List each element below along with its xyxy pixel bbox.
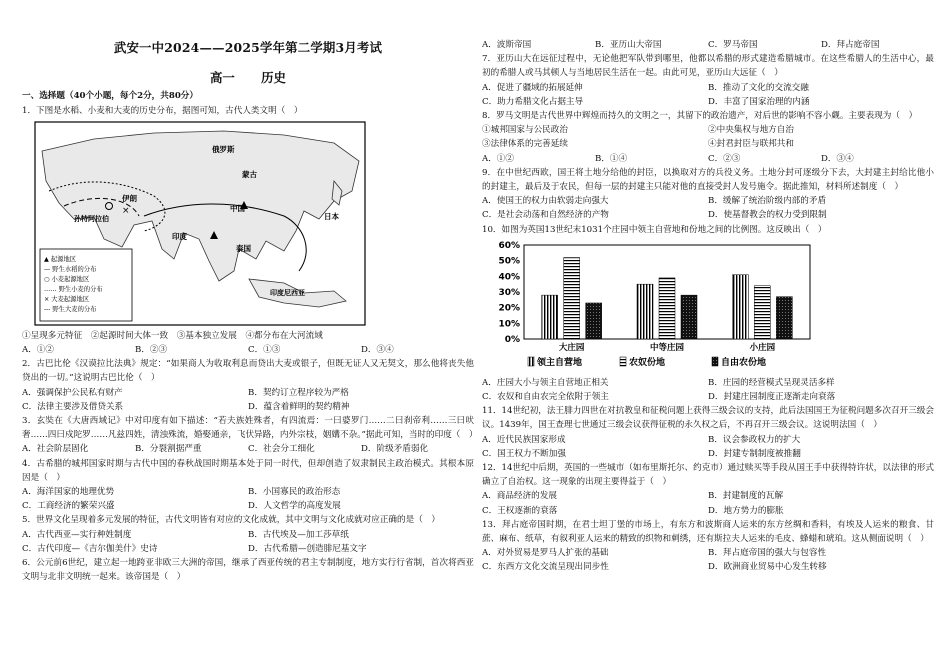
option-b[interactable]: B．古代埃及—加工莎草纸 [248, 529, 349, 540]
option-c[interactable]: C．罗马帝国 [708, 40, 758, 50]
y-tick-label: 10% [498, 319, 520, 330]
legend-label: 领主自营地 [537, 357, 583, 368]
question-12-stem: 12．14世纪中后期，英国的一些城市（如布里斯托尔、约克市）通过赎买等手段从国王手中获得特许状，以法律的形式确立了自治权。这一现象的出现主要得益于（ ） [482, 463, 934, 488]
chart-svg [490, 239, 820, 374]
map-label-india: 印度 [172, 231, 187, 241]
category-label: 小庄园 [749, 342, 776, 353]
y-tick-label: 40% [498, 272, 520, 283]
option-c[interactable]: C．助力希腊文化占据主导 [482, 96, 584, 107]
option-d[interactable]: D．封建庄园制度正逐渐走向衰落 [708, 392, 836, 403]
question-2-stem: 2．古巴比伦《汉谟拉比法典》规定：“如果商人为收取利息而贷出大麦或银子，但既无证人又无契文，那么他将丧失他贷出的一切。”这说明古巴比伦（ ） [22, 359, 474, 384]
legend-label: 自由农份地 [721, 357, 767, 368]
option-a[interactable]: A．古代西亚—实行种姓制度 [22, 529, 132, 540]
question-12-options-row-1 [482, 489, 934, 503]
question-9-options-row-2 [482, 208, 934, 222]
question-10-stem: 10．如图为英国13世纪末1031个庄园中领主自营地和份地之间的比例图。这反映出（ ） [482, 224, 827, 235]
left-column [22, 0, 478, 584]
chart-legend [528, 356, 766, 368]
option-c[interactable]: C．①③ [248, 345, 281, 356]
map-label-indonesia: 印度尼西亚 [270, 287, 305, 297]
question-7-options-row-1 [482, 81, 934, 95]
subject-label: 历史 [261, 70, 286, 86]
question-13-stem: 13．拜占庭帝国时期，在君士坦丁堡的市场上，有东方和波斯商人运来的东方丝绸和香料，有埃及人运来的粮食、甘蔗、麻布、纸草，有叙利亚人运来的精致的织物和刺绣，还有斯拉夫人运来的毛皮、蜂蜡和琥珀。这从侧面说明（ ） [482, 519, 934, 545]
question-8-options [482, 152, 934, 166]
y-tick-label: 30% [498, 287, 520, 298]
option-d[interactable]: D．拜占庭帝国 [821, 40, 880, 50]
option-a[interactable]: A．使国王的权力由软弱走向强大 [482, 196, 609, 207]
bar-小庄园-自由农份地 [776, 297, 792, 339]
question-7-options-row-2 [482, 95, 934, 109]
option-d[interactable]: D．使基督教会的权力受到限制 [708, 210, 827, 221]
grade-label: 高一 [210, 70, 235, 86]
question-11-options-row-1 [482, 433, 934, 447]
option-c[interactable]: C．是社会动荡和自然经济的产物 [482, 210, 609, 221]
option-d[interactable]: D．③④ [361, 345, 394, 356]
question-2-options-row-2 [22, 400, 474, 414]
option-b[interactable]: B．推动了文化的交流交融 [708, 82, 809, 93]
map-label-iran: 伊朗 [122, 193, 137, 203]
option-a[interactable]: A．近代民族国家形成 [482, 434, 566, 445]
category-label: 大庄园 [558, 342, 585, 353]
legend-swatch [620, 357, 626, 366]
option-b[interactable]: B．亚历山大帝国 [595, 40, 662, 50]
option-b[interactable]: B．契约订立程序较为严格 [248, 387, 349, 398]
question-8-statements-row-1 [482, 123, 934, 137]
question-3-stem: 3．玄奘在《大唐西域记》中对印度有如下描述：“若夫族姓殊者，有四流焉：一曰婆罗门……二曰刹帝利……三曰吠奢……四曰戍陀罗……凡兹四姓，清浊殊流，婚娶通亲，飞伏异路，内外宗枝，姻媾不杂。”据此可知，当时的印度（ ） [22, 416, 478, 441]
map-svg [34, 121, 366, 326]
option-d[interactable]: D．封建专制制度被推翻 [708, 448, 801, 459]
option-a[interactable]: A．对外贸易是罗马人扩张的基础 [482, 548, 609, 559]
map-legend-item: ○ 小麦起源地区 [44, 275, 90, 283]
option-a[interactable]: A．强调保护公民私有财产 [22, 387, 123, 398]
option-a[interactable]: A．海洋国家的地理优势 [22, 487, 115, 498]
map-label-saudi-arabia: 孙特阿拉伯 [74, 213, 109, 223]
bar-中等庄园-自由农份地 [681, 295, 697, 339]
option-a[interactable]: A．波斯帝国 [482, 40, 532, 50]
legend-swatch [528, 357, 534, 366]
question-8-stem: 8．罗马文明是古代世界中辉煌而持久的文明之一，其留下的政治遗产，对后世的影响不容小觑。主要表现为（ ） [482, 111, 918, 122]
question-13-options-row-1 [482, 546, 934, 560]
option-c[interactable]: C．东西方文化交流呈现出同步性 [482, 562, 609, 573]
option-c[interactable]: C．国王权力不断加强 [482, 448, 566, 459]
question-1-options [22, 343, 474, 357]
question-9-stem: 9．在中世纪西欧，国王将土地分给他的封臣，以换取对方的兵役义务。土地分封可逐级分下去，大封建主封给比他小的封建主，最后及于农民，但每一层的封建主只能对他的直接受封人发号施令。据此推知，材料所述制度（ ） [482, 167, 934, 193]
option-c[interactable]: C．古代印度—《吉尔伽美什》史诗 [22, 543, 158, 554]
question-8-statements-row-2 [482, 137, 934, 151]
option-c[interactable]: C．王权逐渐的衰落 [482, 505, 558, 516]
question-2-options-row-1 [22, 386, 474, 400]
chart-category-labels [559, 342, 776, 353]
bar-小庄园-农奴份地 [754, 286, 770, 339]
option-d[interactable]: D．欧洲商业贸易中心发生转移 [708, 562, 827, 573]
exam-subtitle [22, 71, 474, 85]
option-b[interactable]: B．①④ [595, 153, 628, 164]
question-13-options-row-2 [482, 560, 934, 574]
section-heading: 一、选择题（40个小题，每个2分，共80分） [22, 91, 198, 102]
question-7-stem: 7．亚历山大在远征过程中，无论他把军队带到哪里，他都以希腊的形式建造希腊城市。在这些希腊人的生活中心，最初的希腊人或马其顿人与当地居民生活在一起。由此可见，亚历山大远征（ ） [482, 54, 934, 79]
option-b[interactable]: B．庄园的经营模式呈现灵活多样 [708, 377, 835, 388]
right-column [482, 38, 934, 575]
option-b[interactable]: B．拜占庭帝国的强大与包容性 [708, 548, 827, 559]
legend-label: 农奴份地 [629, 357, 666, 368]
question-5-stem: 5．世界文化呈现着多元发展的特征，古代文明皆有对应的文化成就，其中文明与文化成就对应正确的是（ ） [22, 515, 440, 526]
option-b[interactable]: B．缓解了统治阶级内部的矛盾 [708, 196, 827, 207]
option-c[interactable]: C．社会分工细化 [248, 444, 315, 455]
exam-title: 武安一中2024——2025学年第二学期3月考试 [113, 40, 383, 55]
option-d[interactable]: D．蕴含着鲜明的契约精神 [248, 401, 350, 412]
option-b[interactable]: B．议会参政权力的扩大 [708, 434, 801, 445]
question-12-options-row-2 [482, 504, 934, 518]
option-d[interactable]: D．人文哲学的高度发展 [248, 501, 341, 512]
barley-origin-marker: × [122, 205, 130, 216]
y-tick-label: 20% [498, 303, 520, 314]
map-legend-item: — 野生水稻的分布 [44, 265, 97, 273]
option-a[interactable]: A．商品经济的发展 [482, 491, 557, 502]
map-label-mongolia: 蒙古 [242, 169, 257, 179]
y-tick-label: 60% [498, 240, 520, 251]
option-a[interactable]: A．社会阶层固化 [22, 444, 89, 455]
question-5-options-row-1 [22, 528, 474, 542]
question-1-statements: ①呈现多元特征 ②起源时间大体一致 ③基本独立发展 ④都分布在大河流域 [22, 330, 323, 341]
question-1-stem: 1．下图是水稻、小麦和大麦的历史分布，据图可知，古代人类文明（ ） [22, 105, 303, 116]
manor-land-ratio-chart [490, 239, 820, 374]
option-b[interactable]: B．分裂割据严重 [135, 444, 202, 455]
question-5-options-row-2 [22, 542, 474, 556]
bar-大庄园-农奴份地 [564, 257, 580, 338]
bar-大庄园-领主自营地 [542, 295, 558, 339]
option-b[interactable]: B．小国寡民的政治形态 [248, 487, 341, 498]
bar-中等庄园-农奴份地 [659, 278, 675, 339]
statement-1: ①城邦国家与公民政治 [482, 125, 568, 136]
legend-swatch [712, 357, 718, 366]
question-9-options-row-1 [482, 194, 934, 208]
question-4-options-row-2 [22, 499, 474, 513]
option-d[interactable]: D．地方势力的膨胀 [708, 505, 784, 516]
map-label-china: 中国 [230, 203, 245, 213]
option-d[interactable]: D．③④ [821, 153, 854, 164]
question-6-stem: 6．公元前6世纪，建立起一地跨亚非欧三大洲的帝国，继承了西亚传统的君主专制制度，地方实行行省制，首次将西亚文明与北非文明统一起来。该帝国是（ ） [22, 558, 474, 583]
option-c[interactable]: C．法律主要涉及借贷关系 [22, 401, 124, 412]
bar-中等庄园-领主自营地 [637, 284, 653, 339]
option-d[interactable]: D．丰富了国家治理的内涵 [708, 96, 810, 107]
statement-4: ④封君封臣与联邦共和 [708, 139, 794, 150]
map-label-russia: 俄罗斯 [212, 144, 235, 154]
crop-distribution-map [34, 121, 366, 326]
option-d[interactable]: D．古代希腊—创造腓尼基文字 [248, 543, 367, 554]
map-label-japan: 日本 [324, 211, 339, 221]
question-3-options [22, 442, 474, 456]
map-legend-item: ▲ 起源地区 [44, 255, 77, 263]
question-11-options-row-2 [482, 447, 934, 461]
statement-2: ②中央集权与地方自治 [708, 125, 794, 136]
question-4-stem: 4．古希腊的城邦国家时期与古代中国的春秋战国时期基本处于同一时代，但却创造了奴隶制民主政治模式。其根本原因是（ ） [22, 458, 474, 483]
option-a[interactable]: A．①② [482, 153, 514, 164]
option-c[interactable]: C．②③ [708, 153, 741, 164]
option-c[interactable]: C．工商经济的繁荣兴盛 [22, 501, 115, 512]
option-c[interactable]: C．农奴和自由农完全依附于领主 [482, 392, 609, 403]
bar-大庄园-自由农份地 [586, 303, 602, 339]
question-11-stem: 11．14世纪初，法王腓力四世在对抗教皇和征税问题上获得三级会议的支持，此后法国国王为征税问题多次召开三级会议。1439年，国王查理七世通过三级会议获得征税的永久权之后，不再召开三级会议。这说明法国（ ） [482, 406, 934, 431]
option-b[interactable]: B．②③ [135, 345, 168, 356]
option-b[interactable]: B．封建制度的瓦解 [708, 491, 784, 502]
category-label: 中等庄园 [649, 342, 685, 353]
option-a[interactable]: A．促进了疆域的拓展延伸 [482, 82, 583, 93]
statement-3: ③法律体系的完善延续 [482, 139, 568, 150]
question-6-options [482, 38, 934, 52]
map-legend-item: --- 野生大麦的分布 [44, 305, 97, 313]
question-10-options-row-1 [482, 376, 934, 390]
question-10-options-row-2 [482, 390, 934, 404]
map-legend-item: …… 野生小麦的分布 [44, 285, 103, 293]
option-d[interactable]: D．阶级矛盾弱化 [361, 444, 429, 455]
option-a[interactable]: A．①② [22, 345, 54, 356]
y-tick-label: 0% [504, 334, 520, 345]
question-4-options-row-1 [22, 485, 474, 499]
map-legend-item: × 大麦起源地区 [44, 295, 90, 303]
option-a[interactable]: A．庄园大小与领主自营地正相关 [482, 377, 609, 388]
map-label-thailand: 泰国 [236, 243, 251, 253]
bar-小庄园-领主自营地 [732, 275, 748, 339]
y-tick-label: 50% [498, 256, 520, 267]
